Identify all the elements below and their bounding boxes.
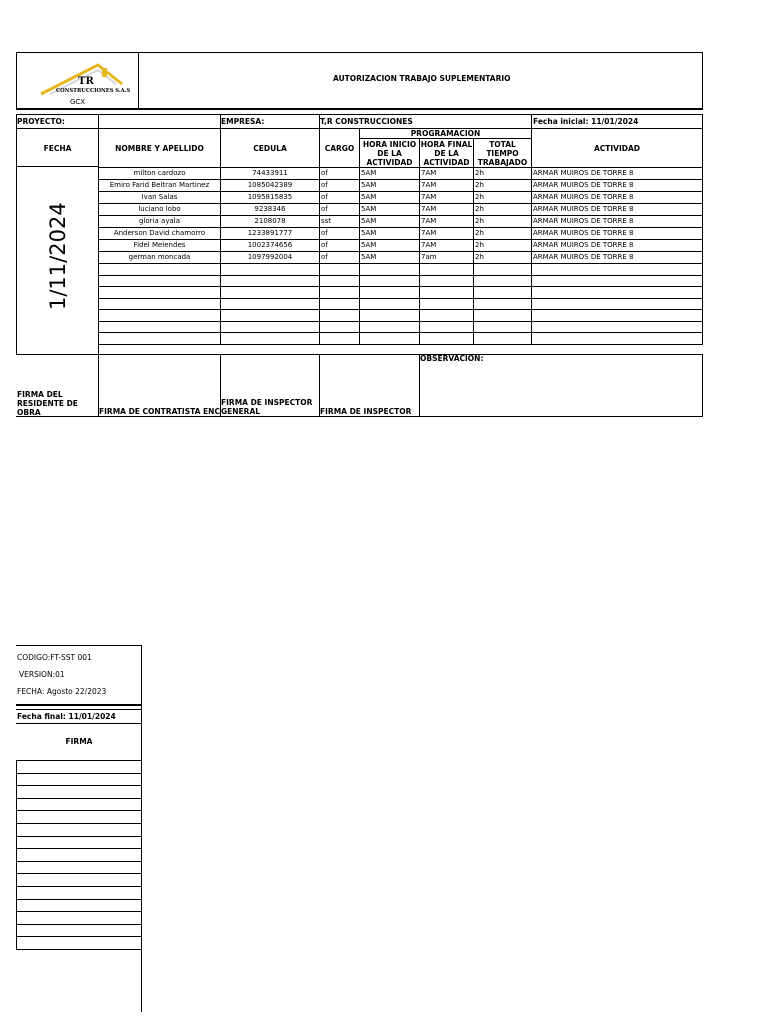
cell-final: 7AM: [420, 168, 474, 180]
signature-row: [17, 886, 142, 899]
cell-inicio: 5AM: [360, 216, 420, 228]
cell-final: [420, 287, 474, 299]
table-row: [99, 252, 703, 264]
page2-fecha: FECHA: Agosto 22/2023: [17, 687, 107, 696]
cell-actividad: ARMAR MUIROS DE TORRE 8: [532, 252, 703, 264]
cell-final: 7AM: [420, 192, 474, 204]
signature-cell: [17, 886, 142, 899]
signature-row: [17, 874, 142, 887]
cell-total: 2h: [474, 228, 532, 240]
page2-codigo: CODIGO:FT-SST 001: [17, 653, 92, 662]
col-header-fecha: FECHA: [43, 143, 72, 153]
cell-actividad: [532, 275, 703, 287]
page2-signature-table: [16, 760, 142, 950]
cell-actividad: ARMAR MUIROS DE TORRE 8: [532, 228, 703, 240]
page2-line: [16, 709, 142, 710]
cell-cargo: of: [320, 228, 360, 240]
cell-final: [420, 333, 474, 345]
cell-actividad: [532, 287, 703, 299]
signature-row: [17, 761, 142, 774]
cell-inicio: 5AM: [360, 168, 420, 180]
signature-cell: [17, 912, 142, 925]
table-row: [99, 321, 703, 333]
cell-total: [474, 275, 532, 287]
table-row: [99, 204, 703, 216]
col-header-programacion: PROGRAMACION: [410, 129, 481, 138]
cell-final: [420, 321, 474, 333]
cell-inicio: [360, 275, 420, 287]
signature-cell: [17, 937, 142, 950]
cell-actividad: [532, 333, 703, 345]
signature-cell: [17, 798, 142, 811]
header-separator: [16, 108, 703, 110]
cell-total: 2h: [474, 204, 532, 216]
cell-inicio: [360, 333, 420, 345]
signature-cell: [17, 811, 142, 824]
cell-cargo: [320, 264, 360, 276]
cell-cargo: of: [320, 180, 360, 192]
table-row: [99, 180, 703, 192]
signature-cell: [17, 849, 142, 862]
cell-cedula: [221, 275, 320, 287]
cell-inicio: [360, 264, 420, 276]
page2-firma: FIRMA: [65, 737, 93, 746]
cell-inicio: 5AM: [360, 192, 420, 204]
cell-cedula: 1233891777: [221, 228, 320, 240]
table-row: [99, 298, 703, 310]
cell-total: 2h: [474, 216, 532, 228]
cell-actividad: [532, 298, 703, 310]
cell-cargo: [320, 287, 360, 299]
cell-total: 2h: [474, 180, 532, 192]
logo-subtext: CONSTRUCCIONES S.A.S: [56, 88, 131, 94]
col-line: [702, 114, 703, 167]
col-header-cargo: CARGO: [324, 143, 355, 153]
table-row: [99, 287, 703, 299]
cell-final: [420, 298, 474, 310]
fecha-inicial: Fecha inicial: 11/01/2024: [533, 117, 639, 126]
cell-nombre: Fidel Melendes: [99, 240, 221, 252]
cell-final: 7AM: [420, 204, 474, 216]
cell-nombre: [99, 321, 221, 333]
firma-residente: FIRMA DEL RESIDENTE DE OBRA: [17, 390, 78, 417]
cell-total: [474, 287, 532, 299]
cell-nombre: [99, 333, 221, 345]
cell-inicio: [360, 321, 420, 333]
cell-cedula: [221, 298, 320, 310]
cell-final: 7AM: [420, 180, 474, 192]
cell-cedula: 9238346: [221, 204, 320, 216]
observacion-label: OBSERVACION:: [420, 354, 484, 363]
firma-contratista: FIRMA DE CONTRATISTA ENC: [99, 407, 220, 416]
company-logo: [38, 60, 131, 108]
cell-actividad: ARMAR MUIROS DE TORRE 8: [532, 204, 703, 216]
cell-cedula: 1002374656: [221, 240, 320, 252]
worker-table: [98, 167, 703, 345]
cell-cargo: of: [320, 168, 360, 180]
cell-cedula: [221, 264, 320, 276]
cell-cedula: [221, 321, 320, 333]
signature-row: [17, 786, 142, 799]
cell-nombre: german moncada: [99, 252, 221, 264]
signature-cell: [17, 836, 142, 849]
cell-inicio: 5AM: [360, 240, 420, 252]
cell-total: 2h: [474, 192, 532, 204]
col-header-cedula: CEDULA: [253, 143, 287, 153]
cell-total: [474, 333, 532, 345]
cell-cargo: [320, 275, 360, 287]
cell-cedula: 1095815835: [221, 192, 320, 204]
signature-row: [17, 861, 142, 874]
page2-version: VERSION:01: [19, 670, 65, 679]
cell-final: 7AM: [420, 240, 474, 252]
signature-cell: [17, 786, 142, 799]
cell-total: [474, 310, 532, 322]
cell-total: 2h: [474, 252, 532, 264]
footer-line: [702, 354, 703, 417]
cell-nombre: milton cardozo: [99, 168, 221, 180]
proyecto-label: PROYECTO:: [17, 117, 65, 126]
cell-nombre: [99, 264, 221, 276]
cell-inicio: [360, 310, 420, 322]
cell-cargo: [320, 310, 360, 322]
cell-total: [474, 298, 532, 310]
cell-cedula: [221, 287, 320, 299]
signature-cell: [17, 761, 142, 774]
firma-inspector: FIRMA DE INSPECTOR: [320, 407, 412, 416]
col-header-nombre: NOMBRE Y APELLIDO: [115, 143, 204, 153]
col-header-hora-final: HORA FINAL DE LA ACTIVIDAD: [420, 139, 473, 167]
cell-cedula: [221, 310, 320, 322]
cell-nombre: luciano lobo: [99, 204, 221, 216]
cell-nombre: [99, 287, 221, 299]
table-row: [99, 275, 703, 287]
signature-row: [17, 836, 142, 849]
firma-inspector-general: FIRMA DE INSPECTOR GENERAL: [221, 398, 313, 416]
table-row: [99, 333, 703, 345]
cell-actividad: ARMAR MUIROS DE TORRE 8: [532, 216, 703, 228]
cell-cargo: sst: [320, 216, 360, 228]
cell-nombre: Emiro Farid Beltran Martinez: [99, 180, 221, 192]
cell-cargo: of: [320, 252, 360, 264]
cell-inicio: [360, 287, 420, 299]
table-row: [99, 228, 703, 240]
page2-separator: [16, 704, 142, 706]
cell-inicio: 5AM: [360, 204, 420, 216]
cell-cargo: of: [320, 204, 360, 216]
fecha-vertical-text: 1/11/2024: [46, 202, 70, 310]
signature-cell: [17, 899, 142, 912]
signature-row: [17, 811, 142, 824]
signature-row: [17, 773, 142, 786]
info-row-top-line: [16, 114, 703, 115]
cell-nombre: Ivan Salas: [99, 192, 221, 204]
cell-inicio: 5AM: [360, 252, 420, 264]
col-header-actividad: ACTIVIDAD: [593, 143, 641, 153]
cell-final: [420, 310, 474, 322]
logo-code: GCX: [70, 98, 86, 106]
signature-row: [17, 937, 142, 950]
table-row: [99, 310, 703, 322]
cell-cargo: [320, 321, 360, 333]
cell-cargo: of: [320, 240, 360, 252]
signature-row: [17, 798, 142, 811]
signature-cell: [17, 823, 142, 836]
cell-actividad: ARMAR MUIROS DE TORRE 8: [532, 192, 703, 204]
cell-nombre: [99, 275, 221, 287]
cell-cedula: 74433911: [221, 168, 320, 180]
logo-letters: TR: [78, 76, 94, 87]
cell-final: 7AM: [420, 228, 474, 240]
cell-cedula: 1097992004: [221, 252, 320, 264]
cell-nombre: gloria ayala: [99, 216, 221, 228]
document-title: AUTORIZACION TRABAJO SUPLEMENTARIO: [333, 74, 511, 83]
signature-cell: [17, 874, 142, 887]
cell-actividad: ARMAR MUIROS DE TORRE 8: [532, 240, 703, 252]
page2-fecha-final: Fecha final: 11/01/2024: [17, 712, 116, 721]
cell-final: 7AM: [420, 216, 474, 228]
cell-cargo: [320, 333, 360, 345]
table-row: [99, 168, 703, 180]
signature-row: [17, 849, 142, 862]
signature-row: [17, 823, 142, 836]
cell-cedula: 2108078: [221, 216, 320, 228]
footer-bottom-line: [16, 416, 703, 417]
table-row: [99, 240, 703, 252]
cell-inicio: [360, 298, 420, 310]
cell-actividad: [532, 264, 703, 276]
table-row: [99, 192, 703, 204]
header-divider: [138, 52, 139, 109]
signature-row: [17, 912, 142, 925]
cell-total: 2h: [474, 240, 532, 252]
cell-final: [420, 264, 474, 276]
cell-inicio: 5AM: [360, 180, 420, 192]
cell-nombre: [99, 298, 221, 310]
signature-cell: [17, 773, 142, 786]
cell-total: 2h: [474, 168, 532, 180]
page2-line: [16, 723, 142, 724]
cell-actividad: [532, 321, 703, 333]
cell-cargo: of: [320, 192, 360, 204]
cell-actividad: [532, 310, 703, 322]
cell-nombre: Anderson David chamorro: [99, 228, 221, 240]
col-header-hora-inicio: HORA INICIO DE LA ACTIVIDAD: [362, 139, 417, 167]
col-header-total: TOTAL TIEMPO TRABAJADO: [477, 139, 528, 167]
table-row: [99, 264, 703, 276]
signature-row: [17, 899, 142, 912]
cell-total: [474, 264, 532, 276]
cell-total: [474, 321, 532, 333]
cell-final: [420, 275, 474, 287]
signature-cell: [17, 861, 142, 874]
cell-cargo: [320, 298, 360, 310]
cell-actividad: ARMAR MUIROS DE TORRE 8: [532, 180, 703, 192]
cell-actividad: ARMAR MUIROS DE TORRE 8: [532, 168, 703, 180]
table-row: [99, 216, 703, 228]
cell-inicio: 5AM: [360, 228, 420, 240]
footer-line: [419, 354, 420, 417]
cell-cedula: [221, 333, 320, 345]
cell-final: 7am: [420, 252, 474, 264]
signature-row: [17, 924, 142, 937]
empresa-value: T,R CONSTRUCCIONES: [320, 117, 413, 126]
cell-nombre: [99, 310, 221, 322]
empresa-label: EMPRESA:: [221, 117, 265, 126]
cell-cedula: 1085042389: [221, 180, 320, 192]
signature-cell: [17, 924, 142, 937]
